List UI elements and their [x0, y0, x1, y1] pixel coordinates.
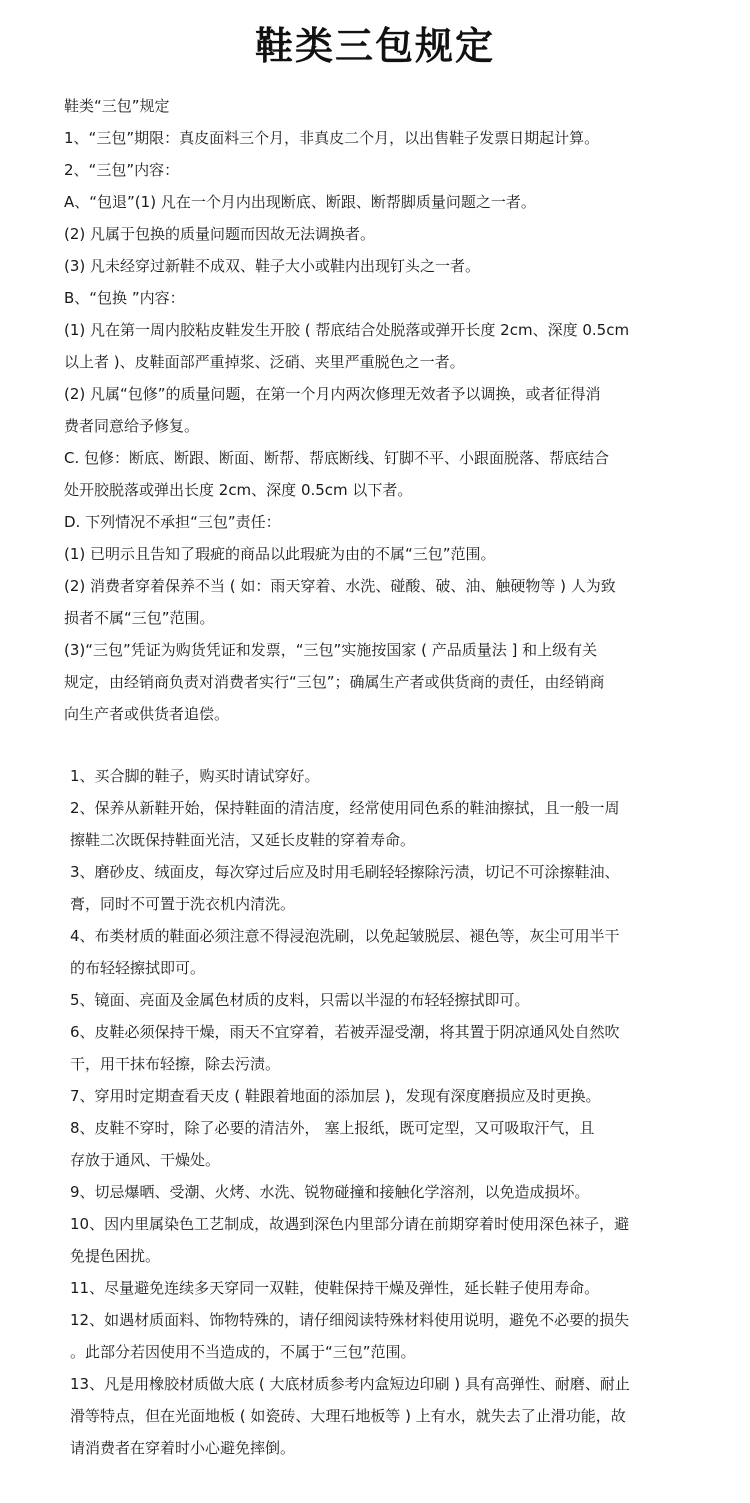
policy-line: A、“包退”(1) 凡在一个月内出现断底、断跟、断帮脚质量问题之一者。: [64, 193, 536, 211]
care-line: 请消费者在穿着时小心避免摔倒。: [70, 1439, 296, 1457]
care-line: 干，用干抹布轻擦，除去污渍。: [70, 1055, 281, 1073]
policy-line: 2、“三包”内容：: [64, 161, 180, 179]
care-line: 存放于通风、干燥处。: [70, 1151, 221, 1169]
policy-line: 损者不属“三包”范围。: [64, 609, 215, 627]
policy-line: 处开胶脱落或弹出长度 2cm、深度 0.5cm 以下者。: [64, 481, 413, 499]
policy-line: (1) 已明示且告知了瑕疵的商品以此瑕疵为由的不属“三包”范围。: [64, 545, 496, 563]
policy-line: C. 包修：断底、断跟、断面、断帮、帮底断线、钉脚不平、小跟面脱落、帮底结合: [64, 449, 610, 467]
policy-line: (2) 凡属“包修”的质量问题，在第一个月内两次修理无效者予以调换，或者征得消: [64, 385, 601, 403]
care-line: 12、如遇材质面料、饰物特殊的，请仔细阅读特殊材料使用说明，避免不必要的损失: [70, 1311, 630, 1329]
policy-line: 1、“三包”期限：真皮面料三个月，非真皮二个月，以出售鞋子发票日期起计算。: [64, 129, 600, 147]
policy-line: 费者同意给予修复。: [64, 417, 200, 435]
policy-line: (2) 凡属于包换的质量问题而因故无法调换者。: [64, 225, 376, 243]
section-spacer: [64, 730, 686, 748]
policy-line: (2) 消费者穿着保养不当 ( 如：雨天穿着、水洗、碰酸、破、油、触硬物等 ) 人为致: [64, 577, 616, 595]
care-line: 7、穿用时定期查看天皮 ( 鞋跟着地面的添加层 )，发现有深度磨损应及时更换。: [70, 1087, 601, 1105]
policy-line: (3) 凡未经穿过新鞋不成双、鞋子大小或鞋内出现钉头之一者。: [64, 257, 481, 275]
policy-line: D. 下列情况不承担“三包”责任：: [64, 513, 281, 531]
care-line: 13、凡是用橡胶材质做大底 ( 大底材质参考内盒短边印刷 ) 具有高弹性、耐磨、耐止: [70, 1375, 630, 1393]
care-line: 8、皮鞋不穿时，除了必要的清洁外， 塞上报纸，既可定型，又可吸取汗气，且: [70, 1119, 595, 1137]
policy-line: (3)“三包”凭证为购货凭证和发票，“三包”实施按国家 ( 产品质量法 ] 和上级有关: [64, 641, 598, 659]
care-line: 1、买合脚的鞋子，购买时请试穿好。: [70, 767, 320, 785]
care-line: 。此部分若因使用不当造成的，不属于“三包”范围。: [70, 1343, 416, 1361]
care-line: 擦鞋二次既保持鞋面光洁，又延长皮鞋的穿着寿命。: [70, 831, 416, 849]
care-line: 10、因内里属染色工艺制成，故遇到深色内里部分请在前期穿着时使用深色袜子，避: [70, 1215, 630, 1233]
care-line: 9、切忌爆晒、受潮、火烤、水洗、锐物碰撞和接触化学溶剂，以免造成损坏。: [70, 1183, 590, 1201]
care-line: 4、布类材质的鞋面必须注意不得浸泡洗刷，以免起皱脱层、褪色等，灰尘可用半干: [70, 927, 620, 945]
care-line: 免提色困扰。: [70, 1247, 161, 1265]
care-line: 膏，同时不可置于洗衣机内清洗。: [70, 895, 296, 913]
shoe-care-section: [64, 760, 686, 1464]
policy-line: B、“包换 ”内容：: [64, 289, 185, 307]
care-line: 5、镜面、亮面及金属色材质的皮料，只需以半湿的布轻轻擦拭即可。: [70, 991, 530, 1009]
care-line: 2、保养从新鞋开始，保持鞋面的清洁度，经常使用同色系的鞋油擦拭，且一般一周: [70, 799, 620, 817]
care-line: 11、尽量避免连续多天穿同一双鞋，使鞋保持干燥及弹性，延长鞋子使用寿命。: [70, 1279, 600, 1297]
care-line: 6、皮鞋必须保持干燥，雨天不宜穿着，若被弄湿受潮，将其置于阴凉通风处自然吹: [70, 1023, 620, 1041]
policy-line: 向生产者或供货者追偿。: [64, 705, 230, 723]
policy-line: 以上者 )、皮鞋面部严重掉浆、泛硝、夹里严重脱色之一者。: [64, 353, 465, 371]
policy-line: 鞋类“三包”规定: [64, 97, 170, 115]
care-line: 滑等特点，但在光面地板 ( 如瓷砖、大理石地板等 ) 上有水，就失去了止滑功能，故: [70, 1407, 626, 1425]
page-title: 鞋类三包规定: [254, 24, 495, 68]
warranty-policy-section: [64, 90, 686, 730]
policy-line: 规定，由经销商负责对消费者实行“三包”；确属生产者或供货商的责任，由经销商: [64, 673, 605, 691]
policy-line: (1) 凡在第一周内胶粘皮鞋发生开胶 ( 帮底结合处脱落或弹开长度 2cm、深度 0.5cm: [64, 321, 630, 339]
care-line: 的布轻轻擦拭即可。: [70, 959, 206, 977]
care-line: 3、磨砂皮、绒面皮，每次穿过后应及时用毛刷轻轻擦除污渍，切记不可涂擦鞋油、: [70, 863, 620, 881]
